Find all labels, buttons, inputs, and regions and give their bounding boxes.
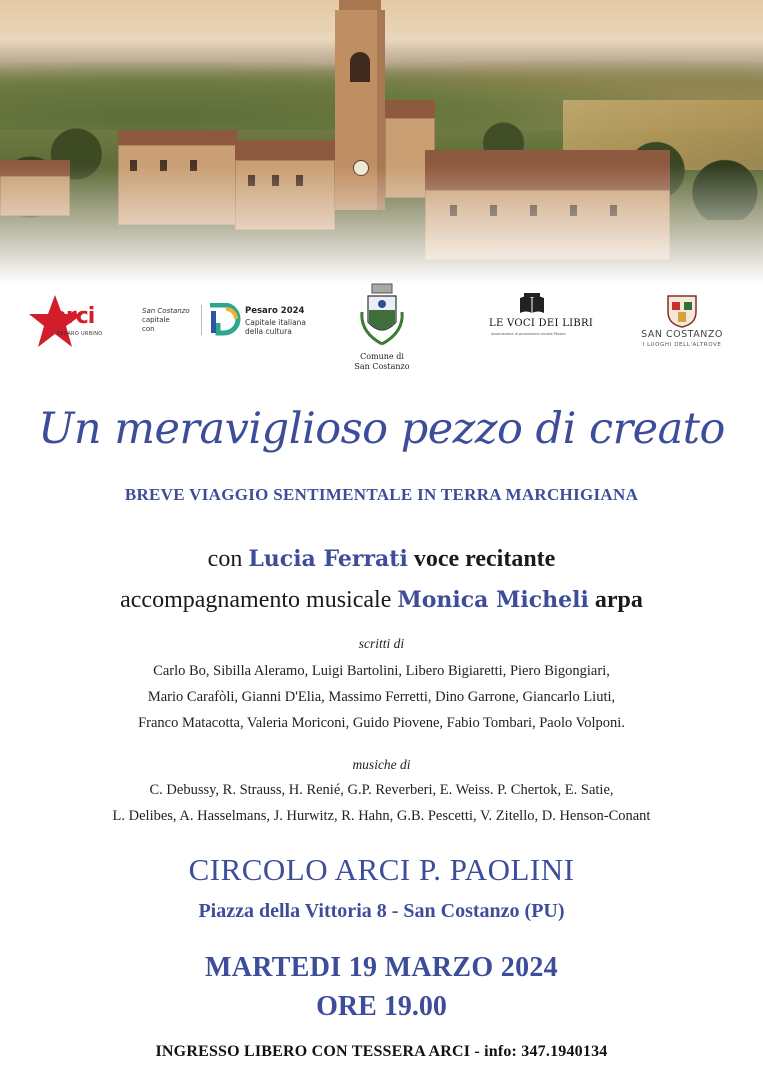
capital-line1: San Costanzo [142,307,190,315]
performer-2-prefix: accompagnamento musicale [120,587,392,613]
roof [235,140,335,162]
capital-line2: capitale [142,316,170,324]
performer-1-name: Lucia Ferrati [248,546,408,572]
photo-fade [0,165,763,285]
bell-opening [350,52,370,82]
pesaro-title: Pesaro 2024 [245,306,305,316]
arci-logo-sub: PESARO URBINO [57,331,103,337]
roof [118,130,238,146]
roof [385,100,435,120]
music-line: L. Delibes, A. Hasselmans, J. Hurwitz, R. Hahn, G.B. Pescetti, V. Zitello, D. Henson-Conant [112,808,651,824]
performer-1-prefix: con [207,546,243,572]
pesaro-sub-line1: Capitale italiana [245,318,307,327]
event-title: Un meraviglioso pezzo di creato [38,404,725,454]
logo-divider [201,305,202,335]
music-label: musiche di [352,757,411,772]
capital-label [142,307,190,334]
book-icon [519,293,545,315]
writings-line: Mario Carafòli, Gianni D'Elia, Massimo Ferretti, Dino Garrone, Giancarlo Liuti, [147,689,616,705]
venue-address: Piazza della Vittoria 8 - San Costanzo (PU) [198,900,565,922]
capital-line3: con [142,325,155,333]
writings-label: scritti di [358,636,405,651]
comune-crest-icon [356,282,408,352]
comune-line1: Comune di [360,352,404,361]
pesaro-sub [245,318,306,336]
performer-1-role: voce recitante [413,546,556,572]
san-costanzo-sub: I LUOGHI DELL'ALTROVE [642,342,722,348]
performer-line-1 [0,546,763,573]
pesaro-sub-line2: della cultura [245,327,292,336]
comune-line2: San Costanzo [354,362,410,371]
footer-info: INGRESSO LIBERO CON TESSERA ARCI - info: 347.1940134 [155,1043,608,1060]
voci-dei-libri-title: LE VOCI DEI LIBRI [489,318,594,329]
writings-list [0,658,763,736]
san-costanzo-shield-icon [664,292,700,328]
writings-line: Franco Matacotta, Valeria Moriconi, Guido Piovene, Fabio Tombari, Paolo Volponi. [138,715,625,731]
music-list [0,777,763,829]
writings-line: Carlo Bo, Sibilla Aleramo, Luigi Bartolini, Libero Bigiaretti, Piero Bigongiari, [153,663,610,679]
arci-logo-text: arci [52,304,95,329]
performer-2-role: arpa [594,587,643,613]
comune-label [348,352,416,372]
performer-2-name: Monica Micheli [397,587,589,613]
event-time: ORE 19.00 [316,991,447,1022]
pesaro-2024-logo-icon [208,303,241,336]
performer-line-2 [0,587,763,614]
venue-name: CIRCOLO ARCI P. PAOLINI [188,852,575,887]
event-subtitle: BREVE VIAGGIO SENTIMENTALE IN TERRA MARCHIGIANA [124,485,639,504]
san-costanzo-title: SAN COSTANZO [641,329,723,340]
voci-dei-libri-sub: Associazione di promozione sociale Pesaro [491,332,566,336]
hero-photo [0,0,763,285]
music-line: C. Debussy, R. Strauss, H. Renié, G.P. Reverberi, E. Weiss. P. Chertok, E. Satie, [149,782,614,798]
event-date: MARTEDI 19 MARZO 2024 [205,952,558,983]
